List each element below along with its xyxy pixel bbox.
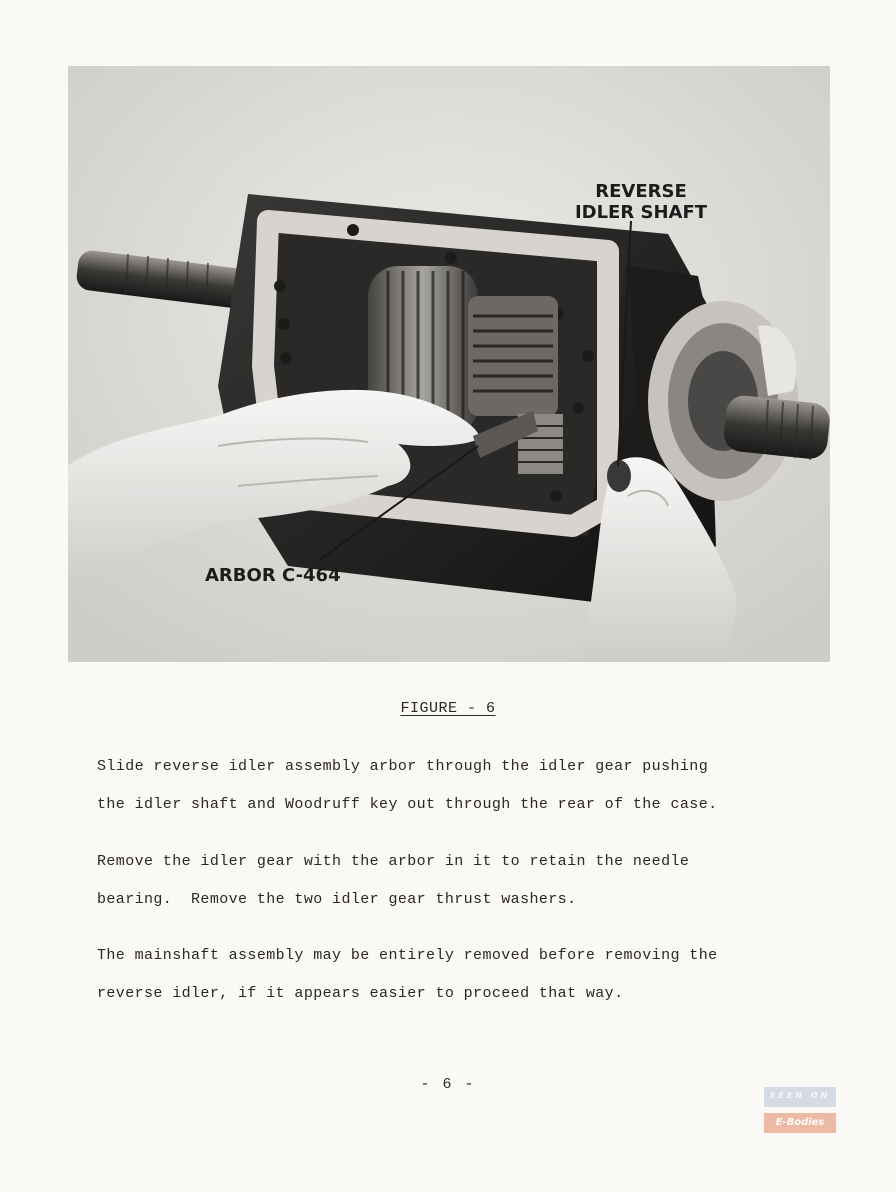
callout-idler-shaft: IDLER SHAFT <box>574 202 708 223</box>
figure-caption-text: FIGURE - 6 <box>400 700 496 717</box>
watermark-bottom-text: E-Bodies <box>764 1113 836 1133</box>
paragraph-1-line-1: Slide reverse idler assembly arbor through the idler gear pushing <box>97 758 709 775</box>
paragraph-1 <box>97 748 797 823</box>
paragraph-3-line-2: reverse idler, if it appears easier to proceed that way. <box>97 984 624 1002</box>
transmission-photo-illustration <box>68 66 830 662</box>
paragraph-2-line-1: Remove the idler gear with the arbor in it to retain the needle <box>97 853 690 870</box>
paragraph-2 <box>97 843 797 918</box>
watermark-top-text: SEEN ON <box>764 1087 836 1107</box>
figure-photo <box>68 66 830 662</box>
figure-caption <box>0 700 896 717</box>
paragraph-3-line-1: The mainshaft assembly may be entirely removed before removing the <box>97 947 718 964</box>
callout-arbor: ARBOR C-464 <box>205 565 341 586</box>
page-number: - 6 - <box>420 1076 476 1093</box>
paragraph-3 <box>97 937 797 1012</box>
paragraph-1-line-2: the idler shaft and Woodruff key out through the rear of the case. <box>97 795 718 813</box>
paragraph-2-line-2: bearing. Remove the two idler gear thrust washers. <box>97 890 577 908</box>
callout-reverse: REVERSE <box>595 181 687 202</box>
seen-on-e-bodies-watermark <box>764 1087 836 1133</box>
